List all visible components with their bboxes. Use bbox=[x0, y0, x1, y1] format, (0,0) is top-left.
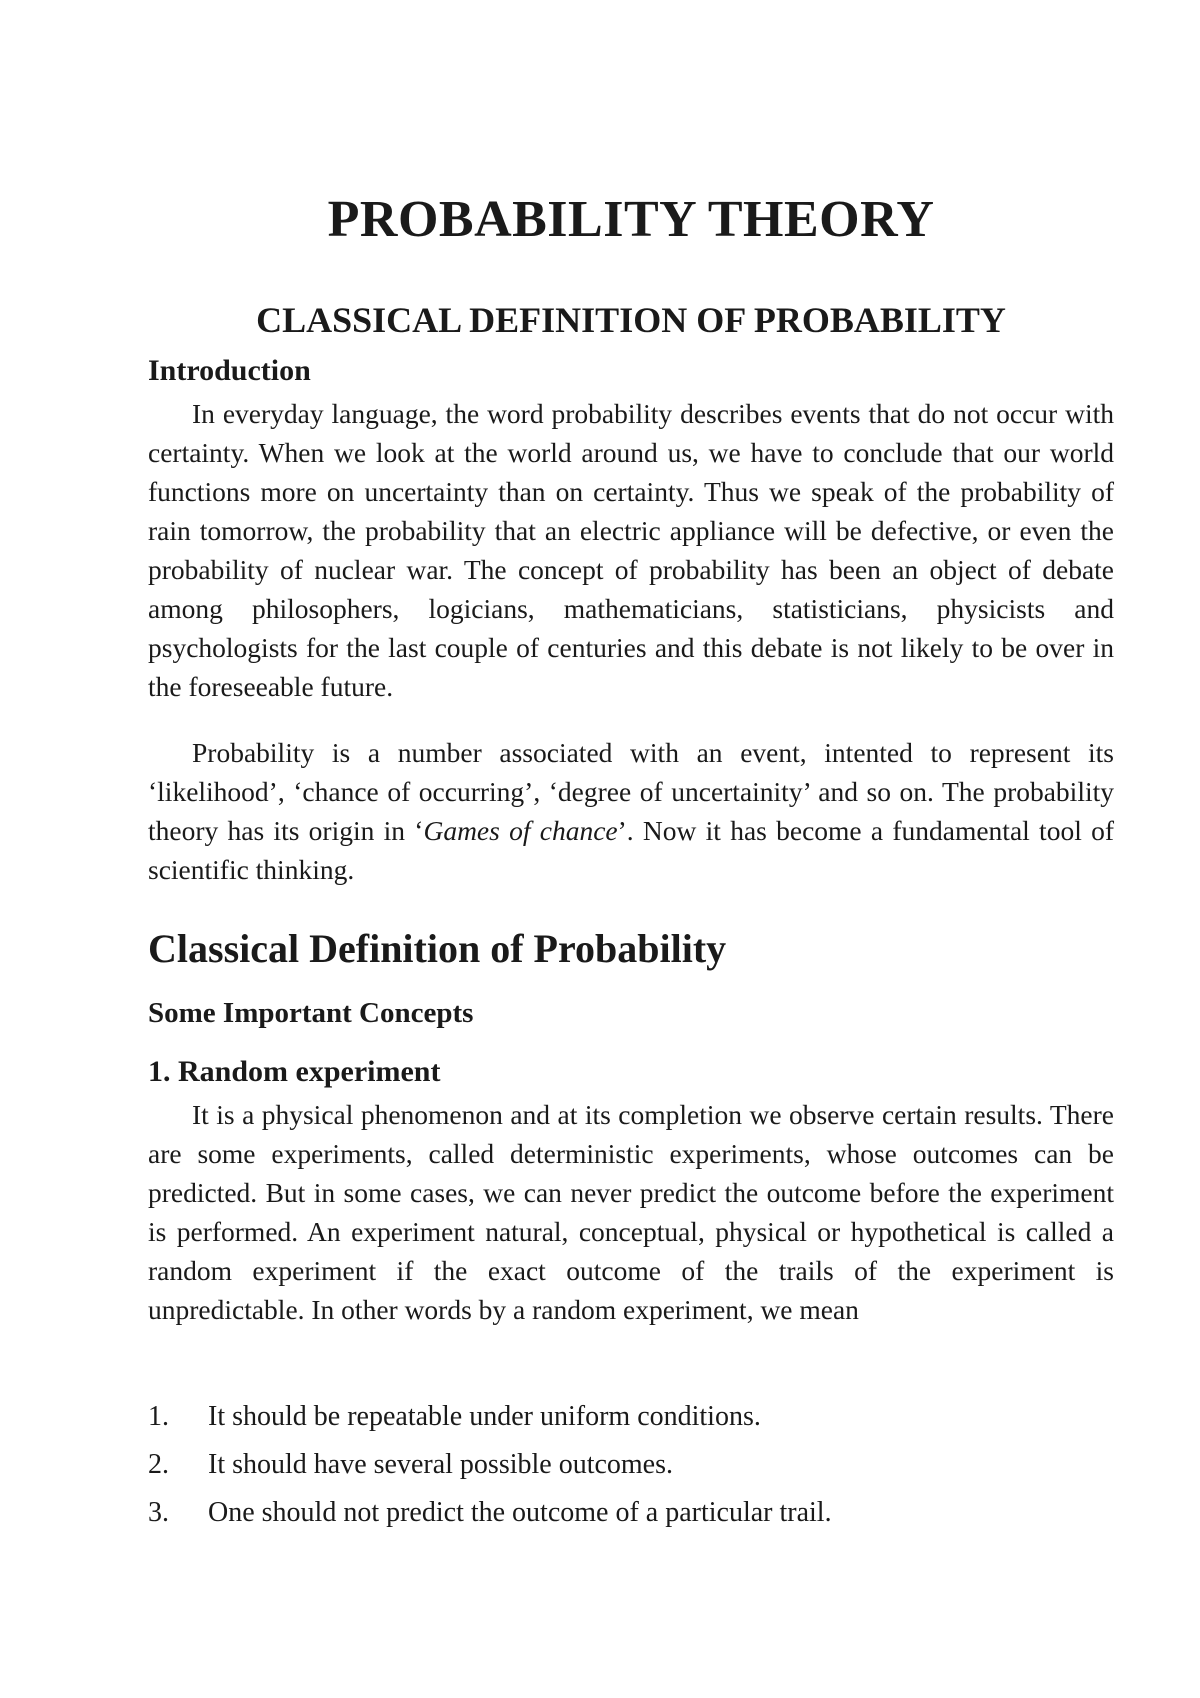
games-of-chance-italic: Games of chance bbox=[423, 815, 618, 846]
intro-paragraph-1: In everyday language, the word probability describes events that do not occur with certainty. When we look at the world around us, we have to conclude that our world functions more on uncertainty than on certainty. Thus we speak of the probability of rain tomorrow, the probability that an electric appliance will be defective, or even the probability of nuclear war. The concept of probability has been an object of debate among philosophers, logicians, mathematicians, statisticians, physicists and psychologists for the last couple of centuries and this debate is not likely to be over in the foreseeable future. bbox=[148, 398, 1114, 702]
list-item-number: 1. bbox=[148, 1401, 169, 1432]
chapter-subtitle: CLASSICAL DEFINITION OF PROBABILITY bbox=[256, 300, 1006, 340]
intro-paragraph-2-text-start: Probability is a number associated with an event, intented to represent its ‘likelihood’, ‘chance of occurring’, ‘degree of uncertainity’ and so on. The probability theory has its origin in ‘ bbox=[148, 737, 1114, 846]
introduction-heading: Introduction bbox=[148, 354, 311, 387]
list-item bbox=[148, 1441, 1114, 1489]
list-item-number: 3. bbox=[148, 1497, 169, 1528]
list-item-text: One should not predict the outcome of a particular trail. bbox=[208, 1497, 832, 1528]
list-item-text: It should be repeatable under uniform conditions. bbox=[208, 1401, 761, 1432]
list-item-number: 2. bbox=[148, 1449, 169, 1480]
random-experiment-heading: 1. Random experiment bbox=[148, 1055, 441, 1088]
section-title: Classical Definition of Probability bbox=[148, 926, 727, 971]
conditions-list bbox=[148, 1393, 1114, 1537]
concepts-subheading: Some Important Concepts bbox=[148, 997, 474, 1029]
list-item bbox=[148, 1489, 1114, 1537]
intro-paragraph-2-text-end: ’. Now it has become a fundamental tool of scientific thinking. bbox=[148, 815, 1115, 885]
page-title: PROBABILITY THEORY bbox=[327, 191, 935, 248]
intro-paragraph-2 bbox=[148, 733, 1114, 889]
random-experiment-paragraph: It is a physical phenomenon and at its completion we observe certain results. There are some experiments, called deterministic experiments, whose outcomes can be predicted. But in some cases, we can never predict the outcome before the experiment is performed. An experiment natural, conceptual, physical or hypothetical is called a random experiment if the exact outcome of the trails of the experiment is unpredictable. In other words by a random experiment, we mean bbox=[148, 1099, 1114, 1325]
list-item bbox=[148, 1393, 1114, 1441]
list-item-text: It should have several possible outcomes. bbox=[208, 1449, 674, 1480]
